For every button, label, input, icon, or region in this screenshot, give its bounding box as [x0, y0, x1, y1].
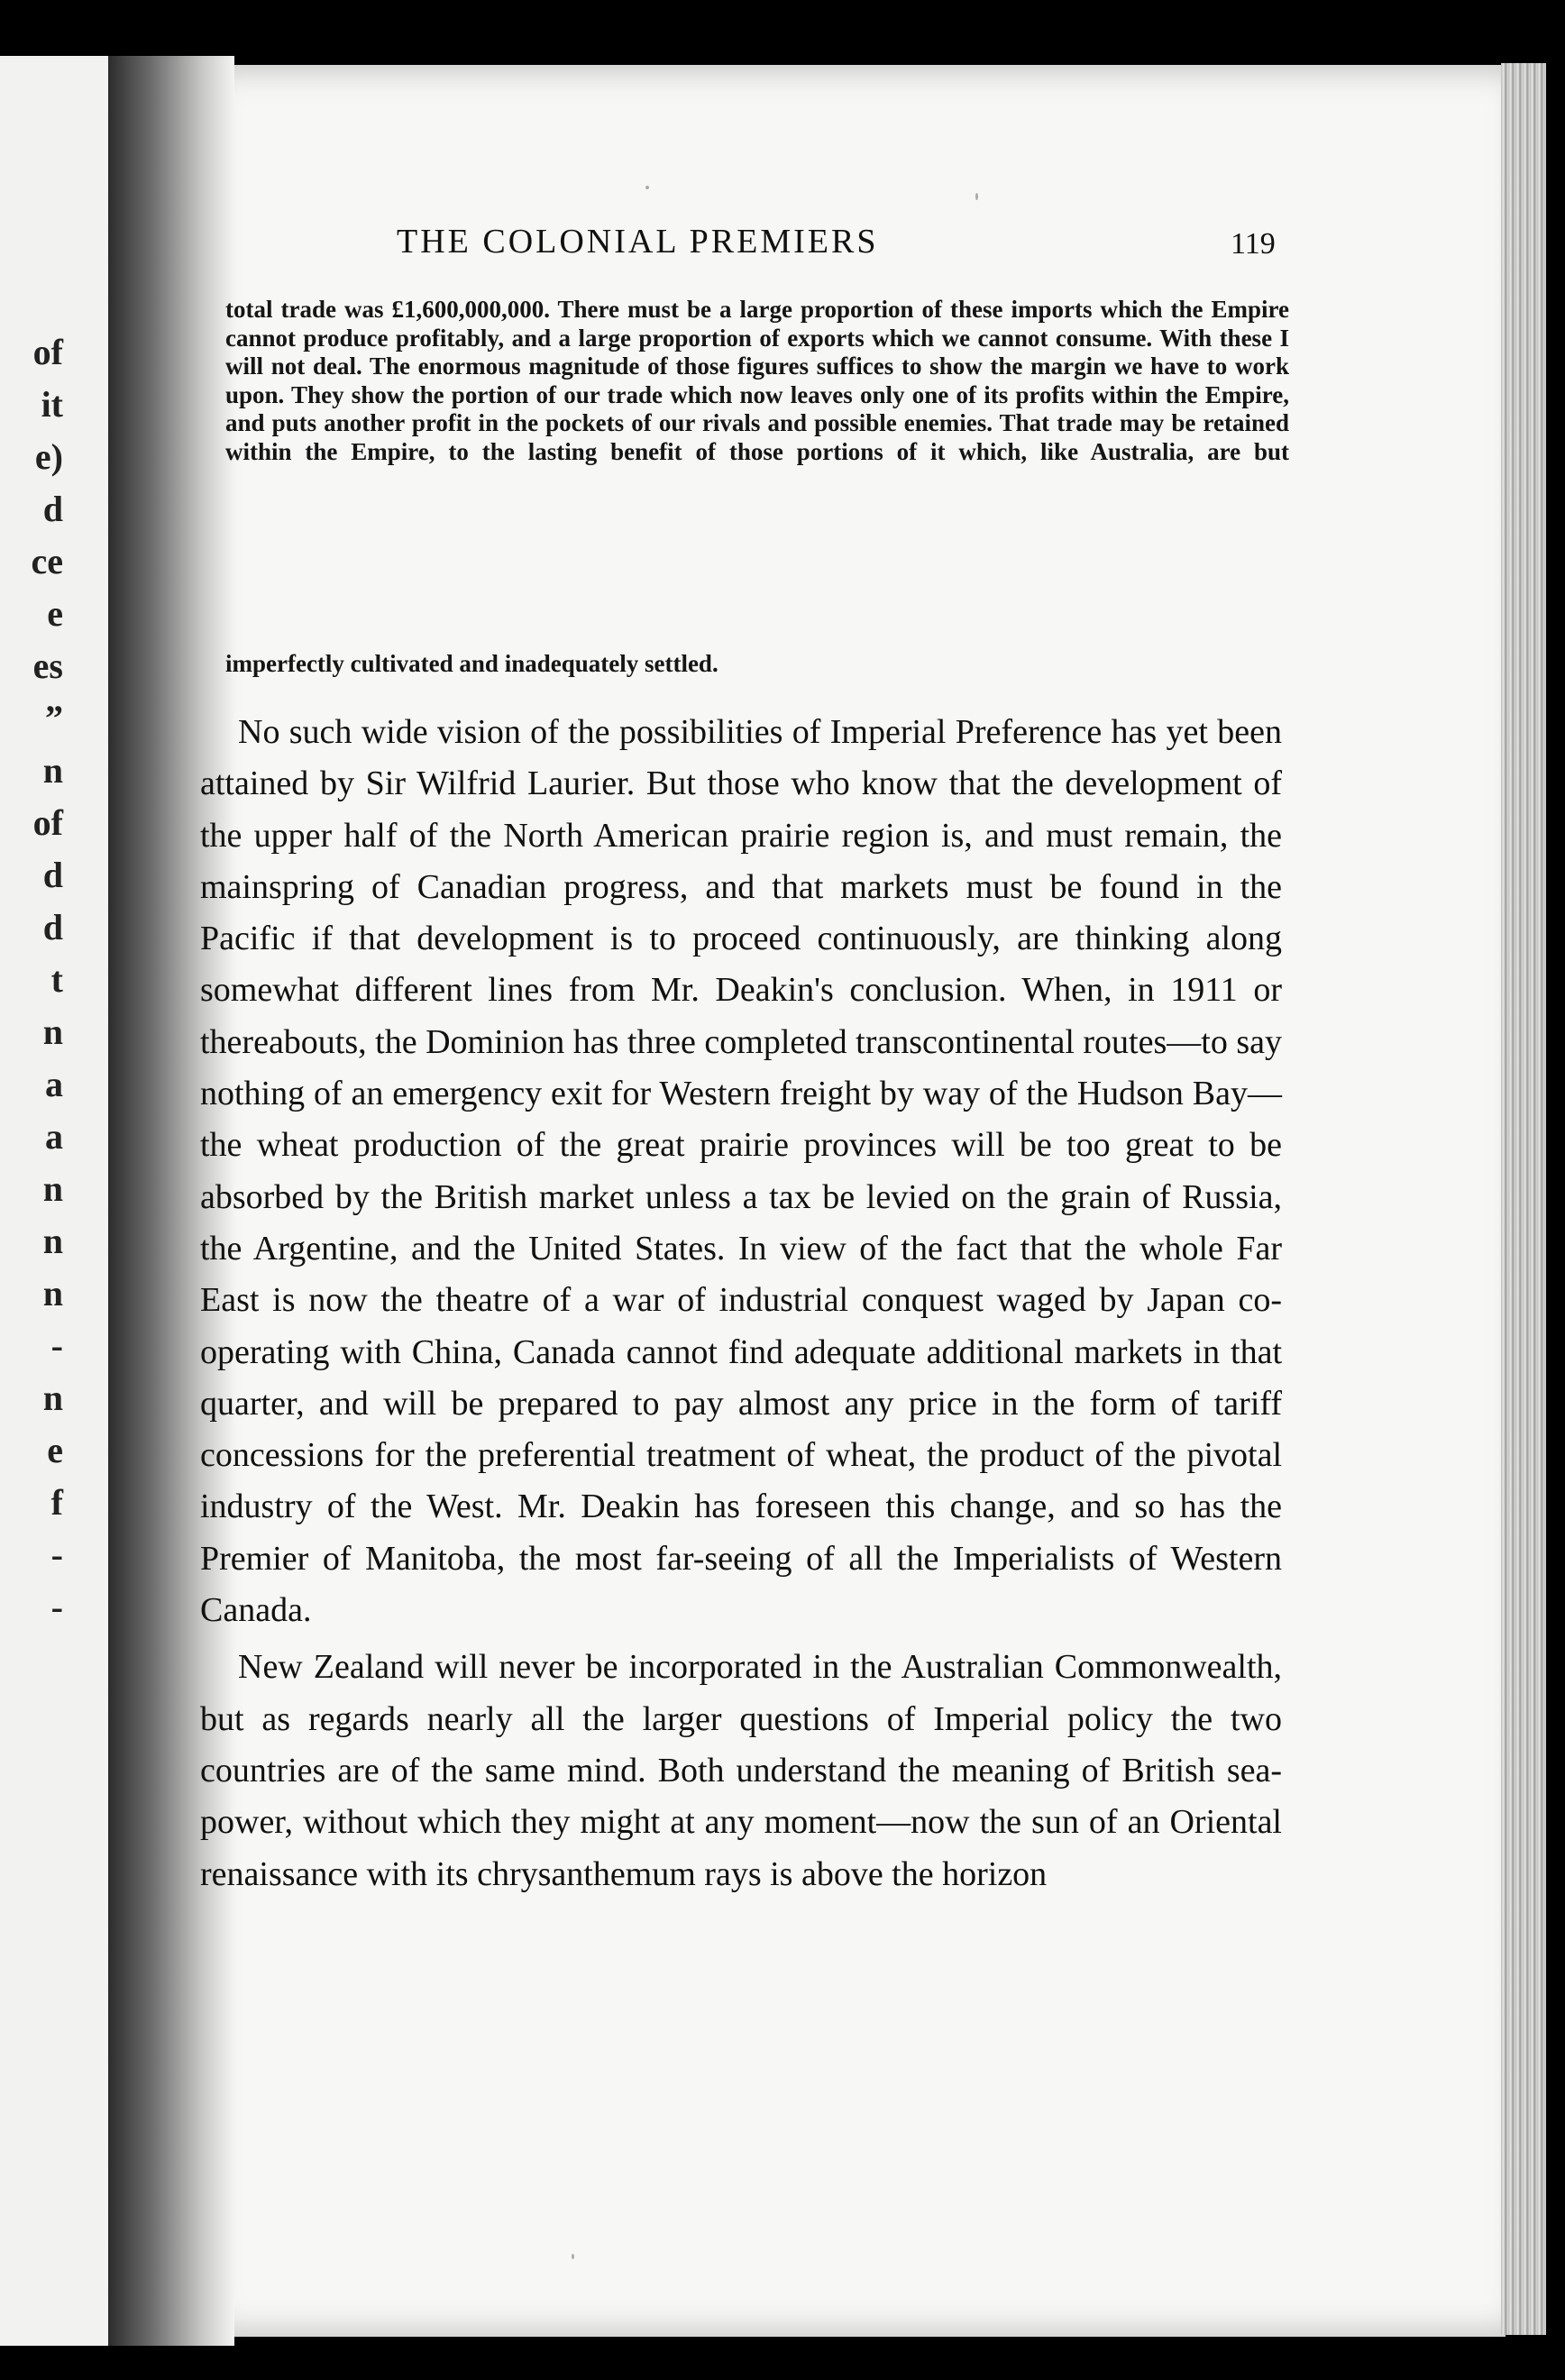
block-quote: [225, 296, 1289, 467]
fragment-line: d: [42, 855, 63, 895]
fragment-line: d: [42, 907, 63, 947]
paragraph-new-zealand: New Zealand will never be incorporated in the Australian Commonwealth, but as regards nearly all the larger questions of Imperial policy the two countries are of the same mind. Both understand the meaning of British sea-power, without which they might at any moment—now the sun of an Oriental renaissance with its chrysanthemum rays is above the horizon: [200, 1648, 1282, 1893]
body-text: [200, 707, 1282, 1900]
fragment-line: t: [50, 959, 63, 1000]
dust-speck: [572, 2254, 574, 2259]
page-number: 119: [1231, 227, 1276, 261]
fragment-line: -: [50, 1587, 63, 1627]
book-fore-edge: [1501, 63, 1546, 2335]
quote-text: total trade was £1,600,000,000. There must be a large proportion of these imports which the Empire cannot produce profitably, and a large proportion of exports which we cannot consume. With these I will not deal. The enormous magnitude of those figures suffices to show the margin we have to work upon. They show the portion of our trade which now leaves only one of its profits within the Empire, and puts another profit in the pockets of our rivals and possible enemies. That trade may be retained within the Empire, to the lasting benefit of those portions of it which, like Australia, are but: [225, 296, 1289, 465]
fragment-line: n: [42, 1273, 63, 1314]
fragment-line: it: [41, 384, 63, 425]
fragment-line: f: [50, 1482, 63, 1523]
previous-page-text-fragments: [0, 326, 63, 1634]
fragment-line: n: [42, 1012, 63, 1052]
page-header: [397, 222, 1289, 276]
fragment-line: ”: [45, 698, 63, 738]
fragment-line: e: [47, 593, 63, 634]
fragment-line: n: [42, 1221, 63, 1261]
paragraph-imperial-preference: No such wide vision of the possibilities of Imperial Preference has yet been attained by Sir Wilfrid Laurier. But those who know that the development of the upper half of the North American prairie region is, and must remain, the mainspring of Canadian progress, and that markets must be found in the Pacific if that development is to proceed continuously, are thinking along somewhat different lines from Mr. Deakin's conclusion. When, in 1911 or thereabouts, the Dominion has three completed transcontinental routes—to say nothing of an emergency exit for Western freight by way of the Hudson Bay—the wheat production of the great prairie provinces will be too great to be absorbed by the British market unless a tax be levied on the grain of Russia, the Argentine, and the United States. In view of the fact that the whole Far East is now the theatre of a war of industrial conquest waged by Japan co-operating with China, Canada cannot find adequate additional markets in that quarter, and will be prepared to pay almost any price in the form of tariff concessions for the preferential treatment of wheat, the product of the pivotal industry of the West. Mr. Deakin has foreseen this change, and so has the Premier of Manitoba, the most far-seeing of all the Imperialists of Western Canada.: [200, 713, 1282, 1630]
fragment-line: n: [42, 1168, 63, 1209]
fragment-line: e): [34, 436, 63, 477]
fragment-line: of: [32, 802, 63, 843]
dust-speck: [975, 193, 978, 200]
fragment-line: of: [32, 332, 63, 372]
fragment-line: e: [47, 1430, 63, 1470]
dust-speck: [645, 186, 649, 189]
fragment-line: -: [50, 1325, 63, 1366]
fragment-line: n: [42, 750, 63, 791]
fragment-line: n: [42, 1378, 63, 1418]
fragment-line: ce: [31, 541, 63, 581]
running-title: THE COLONIAL PREMIERS: [397, 223, 879, 261]
fragment-line: es: [32, 645, 63, 686]
quote-last-line: imperfectly cultivated and inadequately settled.: [225, 650, 718, 677]
fragment-line: a: [45, 1116, 63, 1157]
fragment-line: d: [42, 489, 63, 529]
block-quote-last-line: [225, 650, 1289, 679]
fragment-line: a: [45, 1064, 63, 1104]
fragment-line: -: [50, 1534, 63, 1575]
